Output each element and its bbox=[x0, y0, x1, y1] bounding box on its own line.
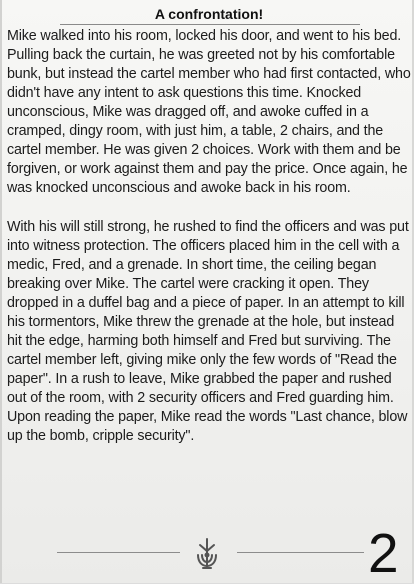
paragraph-1: Mike walked into his room, locked his door, and went to his bed. Pulling back the curtain, he was greeted not by his comfortable bunk, but instead the cartel member who had first contacted, who didn't have any intent to ask questions this time. Knocked unconscious, Mike was dragged off, and awoke cuffed in a cramped, dingy room, with just him, a table, 2 chairs, and the cartel member. He was given 2 choices. Work with them and be forgiven, or work against them and pay the price. Once again, he was knocked unconscious and awoke back in his room. bbox=[7, 28, 411, 196]
footer-rule-right bbox=[237, 552, 364, 553]
ornament-emblem-icon bbox=[192, 537, 222, 571]
story-body bbox=[7, 27, 411, 446]
footer-rule-left bbox=[57, 552, 180, 553]
paragraph-2: With his will still strong, he rushed to find the officers and was put into witness protection. The officers placed him in the cell with a medic, Fred, and a grenade. In short time, the ceiling began breaking over Mike. The cartel were cracking it open. They dropped in a duffel bag and a piece of paper. In an attempt to kill his tormentors, Mike threw the grenade at the hole, but instead hit the edge, harming both himself and Fred but surviving. The cartel member left, giving mike only the few words of "Read the paper". In a rush to leave, Mike grabbed the paper and rushed out of the room, with 2 security officers and Fred guarding him. Upon reading the paper, Mike read the words "Last chance, blow up the bomb, cripple security". bbox=[7, 219, 409, 444]
title-underline bbox=[60, 24, 360, 25]
page-title: A confrontation! bbox=[154, 6, 264, 22]
page-number: 2 bbox=[368, 522, 399, 584]
